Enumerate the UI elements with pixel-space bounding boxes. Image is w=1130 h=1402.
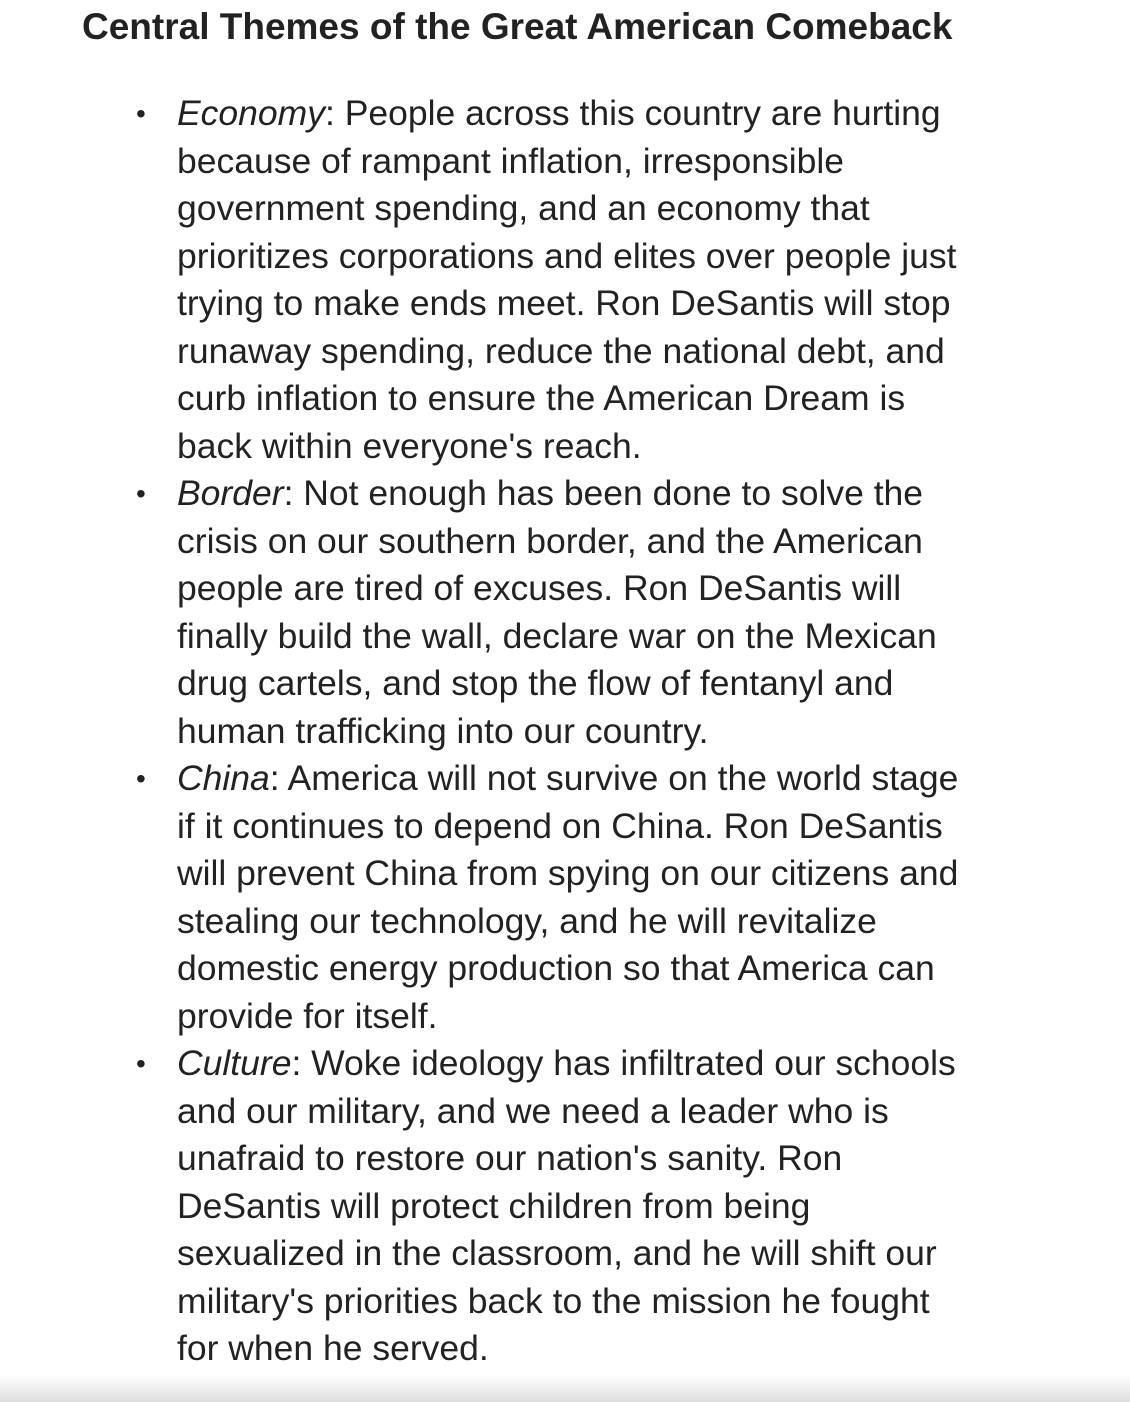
theme-text xyxy=(177,1040,1057,1373)
themes-list xyxy=(0,90,1057,1373)
text-line: DeSantis will protect children from being xyxy=(177,1185,811,1226)
text-line: provide for itself. xyxy=(177,995,438,1036)
text-line: trying to make ends meet. Ron DeSantis will stop xyxy=(177,283,951,323)
theme-description: : America will not survive on the world stage xyxy=(269,758,959,798)
bullet-icon: • xyxy=(136,1048,146,1079)
theme-text xyxy=(177,90,1057,470)
theme-text xyxy=(177,470,1057,755)
page-title: Central Themes of the Great American Comeback xyxy=(82,6,953,47)
bottom-edge-shadow xyxy=(0,1376,1130,1402)
theme-text xyxy=(177,755,1057,1040)
text-line: and our military, and we need a leader who is xyxy=(177,1090,889,1131)
list-item-economy xyxy=(0,90,1057,470)
text-line: runaway spending, reduce the national debt, and xyxy=(177,330,945,371)
text-line: crisis on our southern border, and the American xyxy=(177,520,923,561)
theme-name: China xyxy=(177,758,270,798)
bullet-icon: • xyxy=(136,478,146,509)
text-line: because of rampant inflation, irresponsible xyxy=(177,140,844,181)
list-item-china xyxy=(0,755,1057,1040)
theme-description: : Not enough has been done to solve the xyxy=(283,473,924,513)
bullet-icon: • xyxy=(136,98,146,129)
text-line: people are tired of excuses. Ron DeSantis will xyxy=(177,568,902,608)
theme-name: Culture xyxy=(177,1043,292,1083)
text-line: unafraid to restore our nation's sanity. Ron xyxy=(177,1138,843,1178)
text-line: military's priorities back to the mission he fought xyxy=(177,1280,930,1321)
text-line: human trafficking into our country. xyxy=(177,710,709,751)
text-line: prioritizes corporations and elites over people just xyxy=(177,235,957,276)
text-line: domestic energy production so that America can xyxy=(177,948,935,988)
text-line: curb inflation to ensure the American Dream is xyxy=(177,378,906,418)
text-line: sexualized in the classroom, and he will shift our xyxy=(177,1233,937,1273)
text-line: will prevent China from spying on our citizens and xyxy=(177,853,959,893)
text-line: finally build the wall, declare war on the Mexican xyxy=(177,615,937,656)
theme-name: Border xyxy=(177,473,284,513)
theme-description: : People across this country are hurting xyxy=(324,93,941,133)
text-line: for when he served. xyxy=(177,1328,489,1368)
theme-description: : Woke ideology has infiltrated our schools xyxy=(291,1043,956,1083)
list-item-border xyxy=(0,470,1057,755)
text-line: stealing our technology, and he will revitalize xyxy=(177,900,877,941)
text-line xyxy=(177,90,1057,138)
text-line xyxy=(177,470,1057,518)
theme-name: Economy xyxy=(177,93,325,133)
list-item-culture xyxy=(0,1040,1057,1373)
text-line: government spending, and an economy that xyxy=(177,188,870,228)
text-line xyxy=(177,755,1057,803)
text-line: back within everyone's reach. xyxy=(177,425,642,466)
text-line xyxy=(177,1040,1057,1088)
text-line: if it continues to depend on China. Ron DeSantis xyxy=(177,805,943,846)
bullet-icon: • xyxy=(136,763,146,794)
text-line: drug cartels, and stop the flow of fentanyl and xyxy=(177,663,894,703)
